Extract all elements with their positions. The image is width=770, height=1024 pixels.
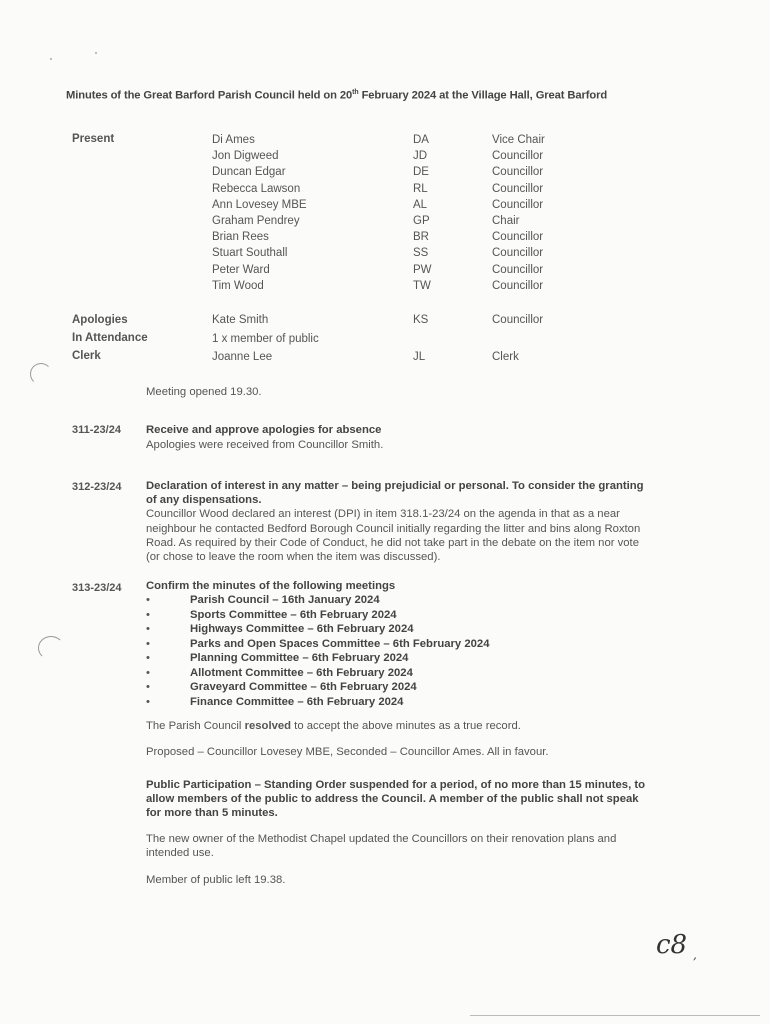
scan-speck <box>95 52 97 54</box>
item-313-resolution: The Parish Council resolved to accept the above minutes as a true record. <box>146 720 521 733</box>
present-initials: BR <box>413 231 429 244</box>
present-label: Present <box>72 133 115 145</box>
apologies-role: Councillor <box>492 314 544 326</box>
present-role: Councillor <box>492 166 544 179</box>
item-number-312: 312-23/24 <box>72 481 122 493</box>
present-role: Councillor <box>492 279 544 292</box>
present-name: Rebecca Lawson <box>212 182 301 195</box>
meeting-list-item: • Graveyard Committee – 6th February 2024 <box>146 680 646 695</box>
in-attendance-value: 1 x member of public <box>212 333 319 345</box>
present-role: Councillor <box>492 247 544 260</box>
apologies-name: Kate Smith <box>212 314 269 326</box>
meeting-list-item: • Parks and Open Spaces Committee – 6th February 2024 <box>146 637 646 652</box>
in-attendance-label: In Attendance <box>72 332 148 344</box>
present-role: Vice Chair <box>492 134 545 146</box>
meetings-list <box>146 593 646 709</box>
present-name: Di Ames <box>212 134 255 146</box>
present-role: Councillor <box>492 150 544 163</box>
handwritten-page-mark: c8 <box>656 930 688 960</box>
item-313-proposed: Proposed – Councillor Lovesey MBE, Seconded – Councillor Ames. All in favour. <box>146 746 549 759</box>
scan-mark <box>30 363 52 385</box>
present-role: Chair <box>492 215 520 227</box>
present-role: Councillor <box>492 198 544 211</box>
public-participation-body: The new owner of the Methodist Chapel updated the Councillors on their renovation plans and intended use. <box>146 833 617 860</box>
clerk-label: Clerk <box>72 350 101 362</box>
clerk-initials: JL <box>413 351 426 363</box>
present-initials: PW <box>413 263 432 276</box>
present-name: Brian Rees <box>212 231 269 244</box>
clerk-role: Clerk <box>492 351 519 363</box>
meeting-list-item: • Highways Committee – 6th February 2024 <box>146 622 646 637</box>
handwritten-tick: , <box>693 948 697 962</box>
present-name: Ann Lovesey MBE <box>212 198 307 211</box>
present-name: Peter Ward <box>212 263 270 276</box>
item-311-heading: Receive and approve apologies for absence <box>146 424 382 436</box>
item-313 <box>146 579 646 887</box>
apologies-initials: KS <box>413 314 429 326</box>
present-name: Duncan Edgar <box>212 166 286 179</box>
meeting-list-item: • Finance Committee – 6th February 2024 <box>146 695 646 710</box>
item-311 <box>146 423 646 452</box>
present-name: Tim Wood <box>212 279 264 292</box>
clerk-name: Joanne Lee <box>212 351 273 363</box>
meeting-list-item: • Sports Committee – 6th February 2024 <box>146 608 646 623</box>
public-participation-heading: Public Participation – Standing Order suspended for a period, of no more than 15 minutes, to allow members of the public to address the Council. A member of the public shall not speak for more than 5 minutes. <box>146 778 646 820</box>
item-312 <box>146 479 646 564</box>
public-participation-left: Member of public left 19.38. <box>146 873 286 886</box>
present-name: Jon Digweed <box>212 150 279 163</box>
present-initials: RL <box>413 182 428 195</box>
present-initials: AL <box>413 198 428 211</box>
present-initials: DA <box>413 134 429 146</box>
document-title: Minutes of the Great Barford Parish Council held on 20th February 2024 at the Village Hall, Great Barford <box>66 89 608 102</box>
item-313-heading: Confirm the minutes of the following meetings <box>146 580 396 592</box>
item-number-311: 311-23/24 <box>72 424 121 436</box>
item-312-body: Councillor Wood declared an interest (DPI) in item 318.1-23/24 on the agenda in that as a near neighbour he contacted Bedford Borough Council initially regarding the litter and bins along Roxton Road. As required by their Code of Conduct, he did not take part in the debate on the item nor vote (or chose to leave the room when the item was discussed). <box>146 508 641 564</box>
present-initials: TW <box>413 279 431 292</box>
present-name: Stuart Southall <box>212 247 288 260</box>
footer-line <box>470 1015 760 1016</box>
meeting-list-item: • Parish Council – 16th January 2024 <box>146 593 646 608</box>
present-initials: SS <box>413 247 429 260</box>
present-name: Graham Pendrey <box>212 215 300 227</box>
meeting-list-item: • Allotment Committee – 6th February 2024 <box>146 666 646 681</box>
scan-mark <box>38 636 64 660</box>
item-312-heading: Declaration of interest in any matter – being prejudicial or personal. To consider the granting of any dispensations. <box>146 480 644 507</box>
meeting-opened: Meeting opened 19.30. <box>146 386 262 398</box>
present-initials: JD <box>413 150 428 163</box>
present-role: Councillor <box>492 263 544 276</box>
scan-speck <box>50 58 52 60</box>
present-role: Councillor <box>492 231 544 244</box>
meeting-list-item: • Planning Committee – 6th February 2024 <box>146 651 646 666</box>
present-role: Councillor <box>492 182 544 195</box>
apologies-label: Apologies <box>72 314 128 326</box>
item-311-body: Apologies were received from Councillor Smith. <box>146 439 384 452</box>
item-number-313: 313-23/24 <box>72 582 122 594</box>
present-initials: GP <box>413 215 430 227</box>
present-initials: DE <box>413 166 429 179</box>
